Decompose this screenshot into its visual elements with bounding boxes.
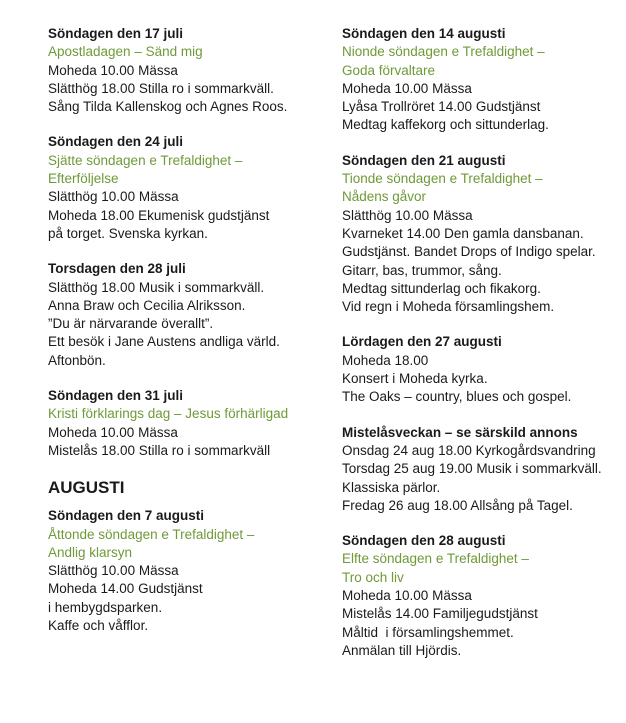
left-events-after — [48, 507, 328, 635]
event-subtitle: Efterföljelse — [48, 171, 119, 187]
event-date: Söndagen den 17 juli — [48, 26, 184, 41]
event-line: Medtag kaffekorg och sittunderlag. — [342, 117, 549, 133]
event-line: Fredag 26 aug 18.00 Allsång på Tagel. — [342, 497, 573, 513]
event-date: Söndagen den 14 augusti — [342, 26, 506, 41]
event-line: Moheda 18.00 — [342, 352, 429, 368]
event-date: Mistelåsveckan – se särskild annons — [342, 424, 578, 440]
event-line: Aftonbön. — [48, 352, 106, 368]
event-date: Söndagen den 24 juli — [48, 134, 184, 150]
event-block — [342, 532, 622, 660]
event-line: Slätthög 10.00 Mässa — [48, 189, 179, 205]
event-block — [48, 387, 328, 460]
event-line: Anmälan till Hjördis. — [342, 642, 462, 658]
event-line: Mistelås 18.00 Stilla ro i sommarkväll — [48, 442, 271, 458]
right-events — [342, 25, 622, 660]
event-line: i hembygdsparken. — [48, 599, 163, 615]
right-column — [342, 25, 622, 677]
event-subtitle: Apostladagen – Sänd mig — [48, 44, 203, 60]
event-line: Kvarneket 14.00 Den gamla dansbanan. — [342, 225, 584, 241]
event-block — [48, 507, 328, 635]
event-line: Slätthög 10.00 Mässa — [48, 563, 179, 579]
event-date: Söndagen den 7 augusti — [48, 508, 205, 524]
event-line: Kaffe och våfflor. — [48, 618, 149, 634]
event-line: Medtag sittunderlag och fikakorg. — [342, 280, 541, 296]
event-line: Slätthög 18.00 Musik i sommarkväll. — [48, 279, 265, 295]
event-line: Anna Braw och Cecilia Alriksson. — [48, 297, 246, 313]
event-subtitle: Andlig klarsyn — [48, 544, 133, 560]
event-date: Söndagen den 21 augusti — [342, 152, 506, 168]
event-line: Gudstjänst. Bandet Drops of Indigo spelar. — [342, 244, 596, 260]
event-line: Torsdag 25 aug 19.00 Musik i sommarkväll. — [342, 461, 602, 477]
event-line: Gitarr, bas, trummor, sång. — [342, 262, 502, 278]
event-line: Moheda 10.00 Mässa — [48, 424, 178, 440]
event-subtitle: Kristi förklarings dag – Jesus förhärligad — [48, 406, 289, 422]
left-events — [48, 25, 328, 460]
event-line: Klassiska pärlor. — [342, 479, 441, 495]
event-subtitle: Nionde söndagen e Trefaldighet – — [342, 44, 545, 60]
event-date: Söndagen den 31 juli — [48, 388, 184, 404]
event-subtitle: Tionde söndagen e Trefaldighet – — [342, 171, 543, 187]
event-line: Måltid i församlingshemmet. — [342, 624, 514, 640]
event-block — [48, 25, 328, 116]
event-line: Ett besök i Jane Austens andliga värld. — [48, 334, 280, 350]
event-line: ”Du är närvarande överallt”. — [48, 316, 214, 332]
month-heading: AUGUSTI — [48, 478, 125, 498]
event-subtitle: Tro och liv — [342, 569, 404, 585]
event-block — [48, 133, 328, 243]
event-line: Konsert i Moheda kyrka. — [342, 371, 488, 387]
event-date: Söndagen den 28 augusti — [342, 533, 506, 549]
event-line: Slätthög 18.00 Stilla ro i sommarkväll. — [48, 80, 274, 96]
event-block — [48, 260, 328, 370]
event-line: Moheda 10.00 Mässa — [342, 80, 472, 96]
event-line: Moheda 10.00 Mässa — [342, 588, 472, 604]
event-subtitle: Åttonde söndagen e Trefaldighet – — [48, 526, 255, 542]
event-line: Moheda 18.00 Ekumenisk gudstjänst — [48, 207, 270, 223]
event-line: Mistelås 14.00 Familjegudstjänst — [342, 606, 538, 622]
event-line: Vid regn i Moheda församlingshem. — [342, 299, 555, 315]
event-line: Slätthög 10.00 Mässa — [342, 207, 473, 223]
event-block — [342, 424, 622, 515]
event-date: Lördagen den 27 augusti — [342, 334, 502, 350]
event-line: Sång Tilda Kallenskog och Agnes Roos. — [48, 99, 288, 115]
event-line: Onsdag 24 aug 18.00 Kyrkogårdsvandring — [342, 442, 596, 458]
event-line: Moheda 14.00 Gudstjänst — [48, 581, 203, 597]
event-subtitle: Goda förvaltare — [342, 62, 436, 78]
event-line: Moheda 10.00 Mässa — [48, 62, 178, 78]
event-line: Lyåsa Trollröret 14.00 Gudstjänst — [342, 99, 541, 115]
event-line: på torget. Svenska kyrkan. — [48, 225, 208, 241]
event-block — [342, 333, 622, 406]
event-subtitle: Elfte söndagen e Trefaldighet – — [342, 551, 529, 567]
event-line: The Oaks – country, blues och gospel. — [342, 389, 572, 405]
event-subtitle: Sjätte söndagen e Trefaldighet – — [48, 152, 243, 168]
event-subtitle: Nådens gåvor — [342, 189, 427, 205]
event-block — [342, 25, 622, 135]
event-block — [342, 152, 622, 317]
event-date: Torsdagen den 28 juli — [48, 261, 186, 277]
left-column — [48, 25, 328, 652]
